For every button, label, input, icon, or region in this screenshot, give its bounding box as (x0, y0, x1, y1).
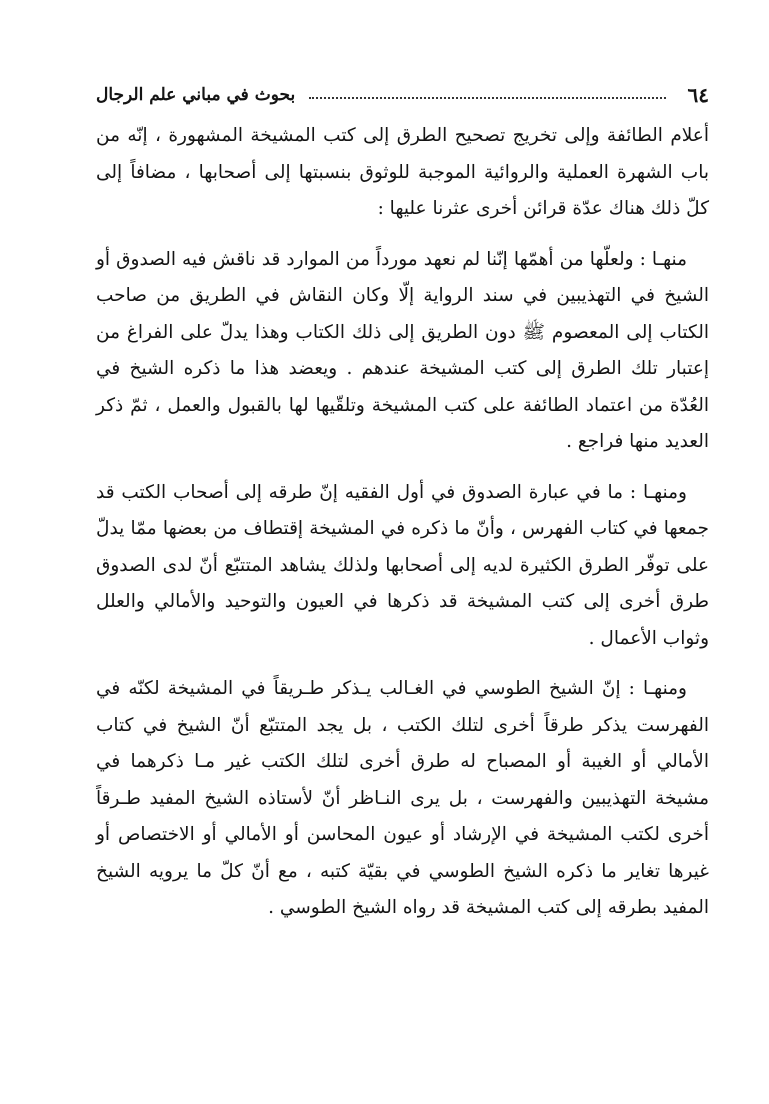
paragraph: أعلام الطائفة وإلى تخريج تصحيح الطرق إلى كتب المشيخة المشهورة ، إنّه من باب الشهرة العملية والروائية الموجبة للوثوق بنسبتها إلى أصحابها ، مضافاً إلى كلّ ذلك هناك عدّة قرائن أخرى عثرنا عليها : (96, 125, 709, 219)
header-title: بحوث في مباني علم الرجال (96, 85, 296, 105)
paragraph: منهـا : ولعلّها من أهمّها إنّنا لم نعهد مورداً من الموارد قد ناقش فيه الصدوق أو الشيخ في التهذيبين في سند الرواية إلّا وكان النقاش في الطريق من صاحب الكتاب إلى المعصوم ﷺ دون الطريق إلى ذلك الكتاب وهذا يدلّ على الفراغ من إعتبار تلك الطرق إلى كتب المشيخة عندهم . ويعضد هذا ما ذكره الشيخ في العُدّة من اعتماد الطائفة على كتب المشيخة وتلقّيها لها بالقبول والعمل ، ثمّ ذكر العديد منها فراجع . (96, 248, 709, 452)
running-header (96, 78, 709, 112)
page-number: ٦٤ (687, 83, 709, 107)
paragraph: ومنهـا : ما في عبارة الصدوق في أول الفقيه إنّ طرقه إلى أصحاب الكتب قد جمعها في كتاب الفهرس ، وأنّ ما ذكره في المشيخة إقتطاف من بعضها ممّا يدلّ على توفّر الطرق الكثيرة لديه إلى أصحابها ولذلك يشاهد المتتبّع أنّ لدى الصدوق طرق أخرى إلى كتب المشيخة قد ذكرها في العيون والتوحيد والأمالي والعلل وثواب الأعمال . (96, 481, 709, 649)
body-text (96, 118, 709, 941)
header-dot-leader (309, 97, 665, 99)
paragraph: ومنهـا : إنّ الشيخ الطوسي في الغـالب يـذكر طـريقاً في المشيخة لكنّه في الفهرست يذكر طرقاً أخرى لتلك الكتب ، بل يجد المتتبّع أنّ الشيخ في كتاب الأمالي أو الغيبة أو المصباح له طرق أخرى لتلك الكتب غير مـا ذكرهما في مشيخة التهذيبين والفهرست ، بل يرى النـاظر أنّ لأستاذه الشيخ المفيد طـرقاً أخرى لكتب المشيخة في الإرشاد أو عيون المحاسن أو الأمالي أو الاختصاص أو غيرها تغاير ما ذكره الشيخ الطوسي في بقيّة كتبه ، مع أنّ كلّ ما يرويه الشيخ المفيد بطرقه إلى كتب المشيخة قد رواه الشيخ الطوسي . (96, 678, 709, 918)
